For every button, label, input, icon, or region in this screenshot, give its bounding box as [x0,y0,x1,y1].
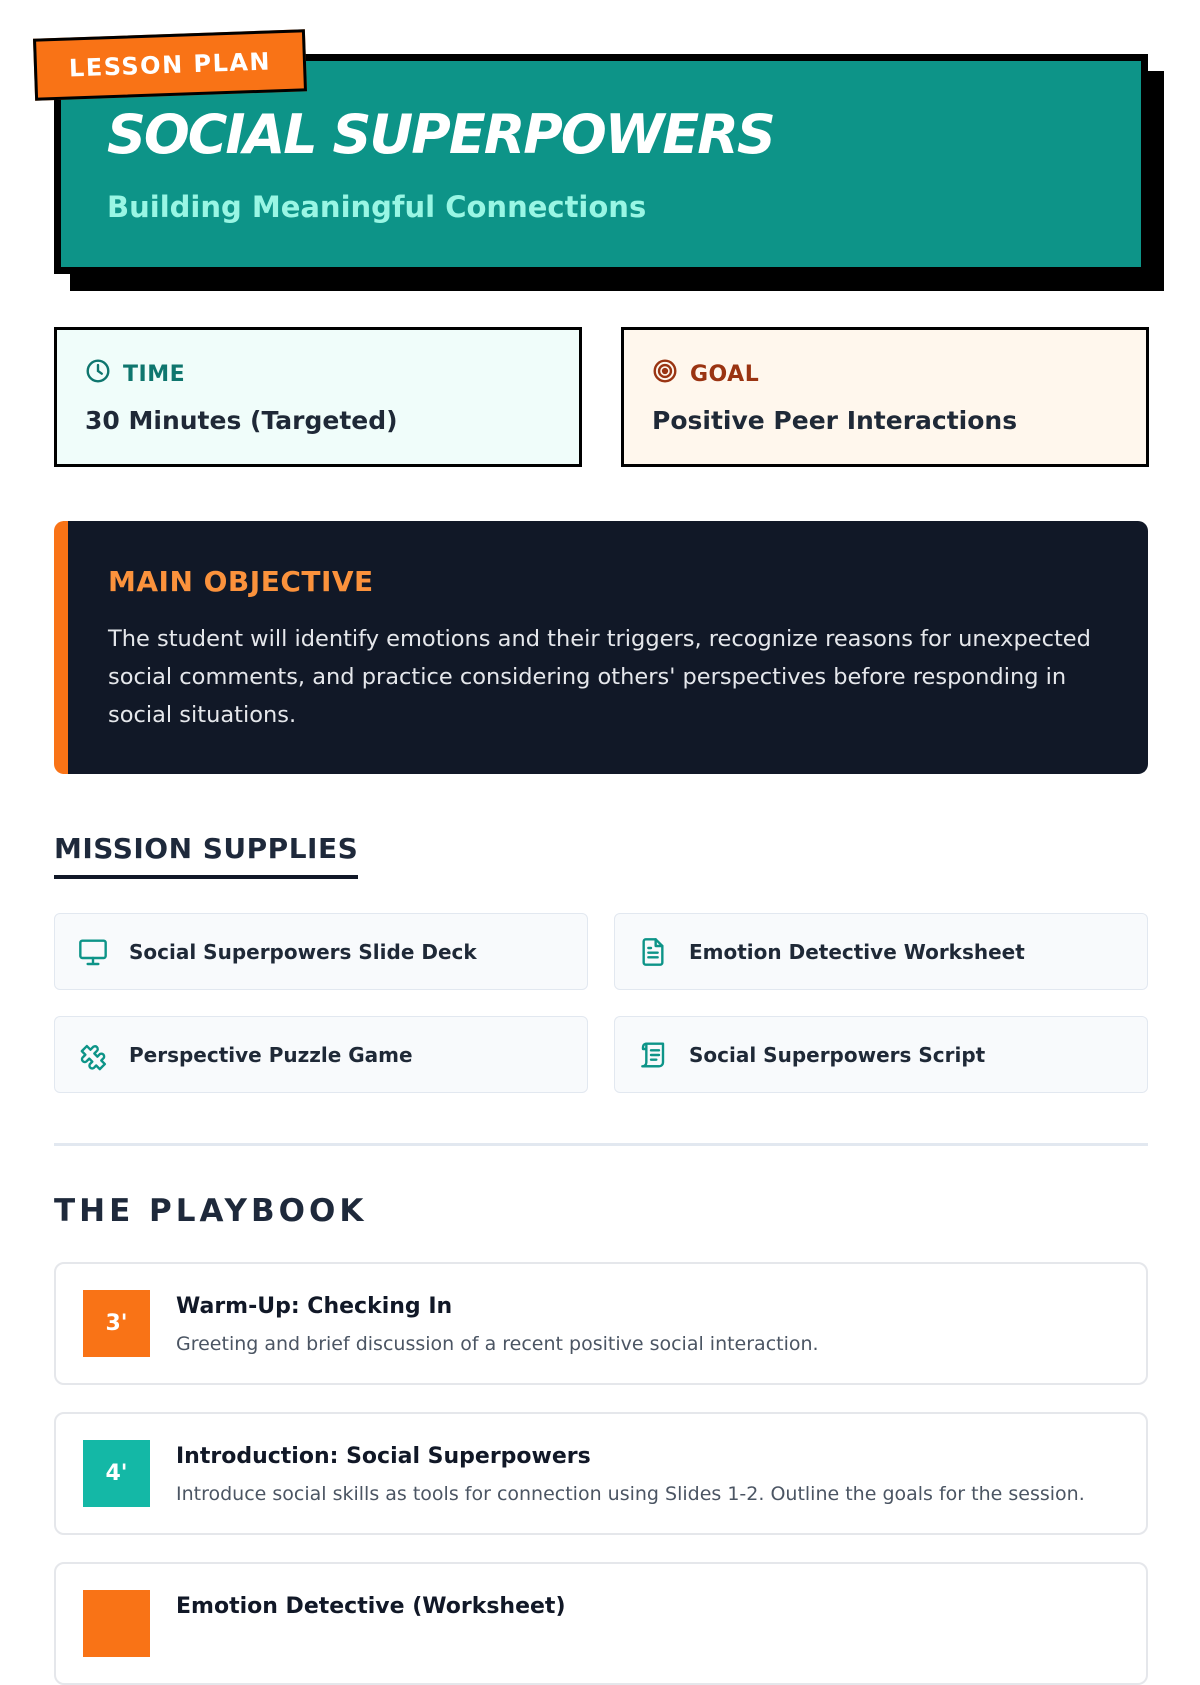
playbook-step[interactable] [54,1412,1148,1535]
playbook-heading: THE PLAYBOOK [54,1193,368,1229]
step-duration-badge: 3' [83,1290,150,1357]
goal-label: GOAL [690,361,760,387]
supplies-heading: MISSION SUPPLIES [54,832,358,879]
time-label: TIME [123,361,186,387]
supply-label: Social Superpowers Slide Deck [129,939,477,964]
objective-title: MAIN OBJECTIVE [108,565,374,598]
time-value: 30 Minutes (Targeted) [85,406,398,435]
supply-item-slide-deck[interactable] [54,913,588,990]
step-description: Introduce social skills as tools for connection using Slides 1-2. Outline the goals for the session. [176,1483,1085,1505]
supply-label: Emotion Detective Worksheet [689,939,1025,964]
document-icon [637,936,669,968]
goal-card [621,327,1149,467]
scroll-icon [637,1039,669,1071]
step-duration-badge: 4' [83,1440,150,1507]
step-duration-badge [83,1590,150,1657]
clock-icon [85,358,111,390]
supply-item-worksheet[interactable] [614,913,1148,990]
supply-label: Social Superpowers Script [689,1042,986,1067]
supply-item-puzzle-game[interactable] [54,1016,588,1093]
step-description: Greeting and brief discussion of a recent positive social interaction. [176,1333,819,1355]
time-card [54,327,582,467]
supply-label: Perspective Puzzle Game [129,1042,413,1067]
step-title: Introduction: Social Superpowers [176,1444,591,1469]
step-title: Emotion Detective (Worksheet) [176,1594,566,1619]
supply-item-script[interactable] [614,1016,1148,1093]
main-objective-panel [54,521,1148,774]
goal-value: Positive Peer Interactions [652,406,1018,435]
step-title: Warm-Up: Checking In [176,1294,453,1319]
playbook-step[interactable] [54,1262,1148,1385]
monitor-icon [77,936,109,968]
page-subtitle: Building Meaningful Connections [107,190,647,224]
lesson-plan-tag: LESSON PLAN [33,29,307,100]
page-title: SOCIAL SUPERPOWERS [107,103,774,166]
playbook-step[interactable] [54,1562,1148,1685]
target-icon [652,358,678,390]
section-divider [54,1143,1148,1146]
puzzle-icon [77,1039,109,1071]
objective-text: The student will identify emotions and their triggers, recognize reasons for unexpected social comments, and practice considering others' perspectives before responding in social situations. [108,626,1091,728]
